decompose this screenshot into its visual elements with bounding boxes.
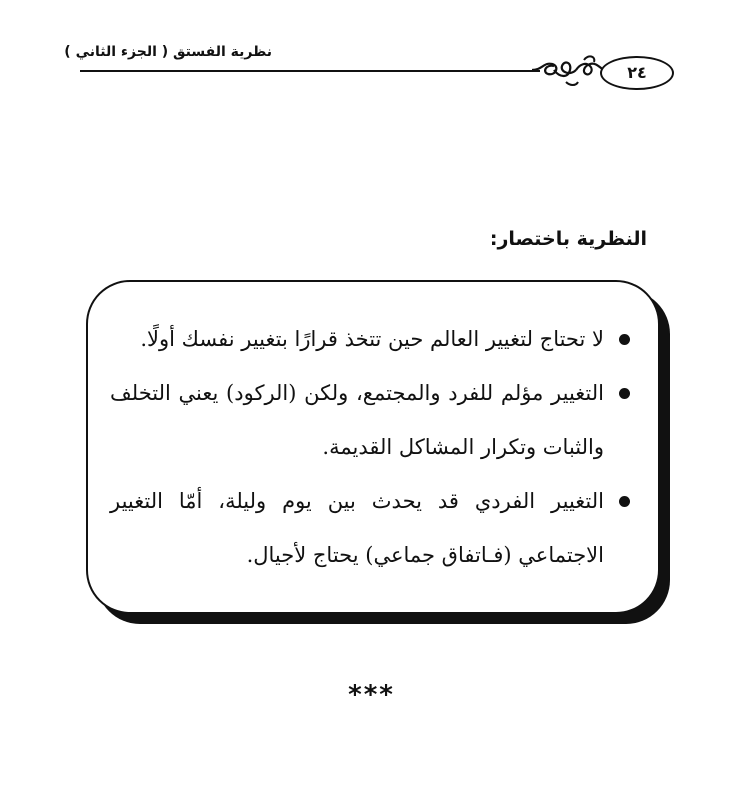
list-item	[110, 312, 630, 366]
book-title: نظرية الفستق ( الجزء الثاني )	[64, 44, 272, 60]
list-item	[110, 474, 630, 582]
list-item-text: لا تحتاج لتغيير العالم حين تتخذ قرارًا بتغيير نفسك أولًا.	[140, 327, 604, 351]
list-item	[110, 366, 630, 474]
page-header	[0, 0, 743, 110]
summary-list	[110, 312, 630, 582]
page-number-badge	[600, 56, 674, 90]
summary-box	[86, 280, 660, 614]
section-heading: النظرية باختصار:	[489, 228, 647, 250]
bullet-icon	[619, 334, 630, 345]
header-divider	[80, 70, 540, 72]
bullet-icon	[619, 388, 630, 399]
section-separator: ***	[348, 680, 395, 710]
list-item-text: التغيير مؤلم للفرد والمجتمع، ولكن (الركود) يعني التخلف والثبات وتكرار المشاكل القديمة.	[110, 381, 604, 459]
bullet-icon	[619, 496, 630, 507]
list-item-text: التغيير الفردي قد يحدث بين يوم وليلة، أمّا التغيير الاجتماعي (فـاتفاق جماعي) يحتاج لأجيال.	[110, 489, 604, 567]
page-number: ٢٤	[627, 63, 647, 82]
